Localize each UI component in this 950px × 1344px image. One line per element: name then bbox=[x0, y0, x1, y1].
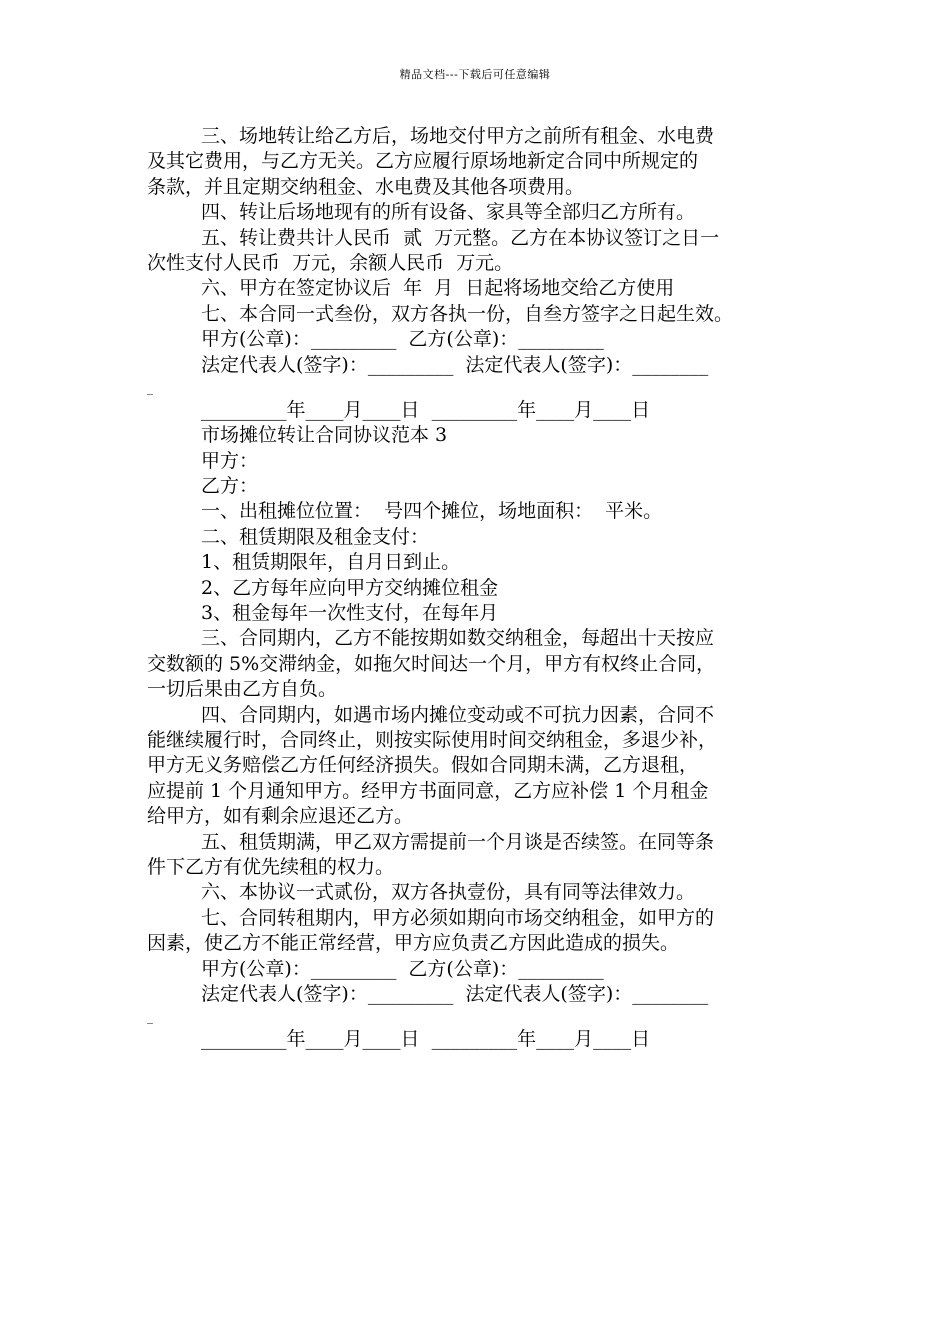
text-line: 一、出租摊位位置： 号四个摊位，场地面积： 平米。 bbox=[201, 500, 663, 523]
text-line: 应提前 1 个月通知甲方。经甲方书面同意，乙方应补偿 1 个月租金 bbox=[147, 779, 709, 802]
text-line: 1、租赁期限年，自月日到止。 bbox=[201, 551, 461, 574]
text-line: 法定代表人(签字)：_________ 法定代表人(签字)：________ bbox=[201, 353, 709, 376]
text-line: 2、乙方每年应向甲方交纳摊位租金 bbox=[201, 576, 499, 599]
text-line: 六、本协议一式贰份，双方各执壹份，具有同等法律效力。 bbox=[201, 881, 696, 904]
text-line: 五、转让费共计人民币 贰 万元整。乙方在本协议签订之日一 bbox=[201, 226, 720, 249]
text-line: 甲方： bbox=[201, 449, 259, 472]
text-line: 及其它费用，与乙方无关。乙方应履行原场地新定合同中所规定的 bbox=[147, 150, 699, 173]
text-line: _________年____月____日 _________年____月____日 bbox=[201, 1028, 651, 1051]
text-line: 能继续履行时，合同终止，则按实际使用时间交纳租金，多退少补， bbox=[147, 728, 718, 751]
text-line: 七、合同转租期内，甲方必须如期向市场交纳租金，如甲方的 bbox=[201, 906, 715, 929]
text-line: _ bbox=[147, 380, 153, 395]
text-line: 条款，并且定期交纳租金、水电费及其他各项费用。 bbox=[147, 175, 585, 198]
text-line: 七、本合同一式叁份，双方各执一份，自叁方签字之日起生效。 bbox=[201, 302, 734, 325]
text-line: 甲方(公章)：_________ 乙方(公章)：_________ bbox=[201, 957, 604, 980]
text-line: 交数额的 5%交滞纳金，如拖欠时间达一个月，甲方有权终止合同， bbox=[147, 652, 716, 675]
text-line: 五、租赁期满，甲乙双方需提前一个月谈是否续签。在同等条 bbox=[201, 830, 715, 853]
text-line: 甲方无义务赔偿乙方任何经济损失。假如合同期未满，乙方退租， bbox=[147, 754, 699, 777]
text-line: 一切后果由乙方自负。 bbox=[147, 678, 338, 701]
text-line: 因素，使乙方不能正常经营，甲方应负责乙方因此造成的损失。 bbox=[147, 932, 680, 955]
text-line: 二、租赁期限及租金支付： bbox=[201, 525, 430, 548]
text-line: 3、租金每年一次性支付，在每年月 bbox=[201, 602, 499, 625]
text-line: 四、合同期内，如遇市场内摊位变动或不可抗力因素，合同不 bbox=[201, 703, 715, 726]
text-line: 市场摊位转让合同协议范本 3 bbox=[201, 424, 448, 447]
text-line: 法定代表人(签字)：_________ 法定代表人(签字)：________ bbox=[201, 982, 709, 1005]
text-line: 乙方： bbox=[201, 475, 259, 498]
text-line: _________年____月____日 _________年____月____日 bbox=[201, 398, 651, 421]
text-line: 给甲方，如有剩余应退还乙方。 bbox=[147, 805, 414, 828]
text-line: 六、甲方在签定协议后 年 月 日起将场地交给乙方使用 bbox=[201, 277, 675, 300]
text-line: 三、场地转让给乙方后，场地交付甲方之前所有租金、水电费 bbox=[201, 125, 715, 147]
text-line: 甲方(公章)：_________ 乙方(公章)：_________ bbox=[201, 328, 604, 351]
text-line: _ bbox=[147, 1010, 153, 1025]
document-body bbox=[147, 124, 807, 1053]
text-line: 四、转让后场地现有的所有设备、家具等全部归乙方所有。 bbox=[201, 201, 696, 224]
text-line: 三、合同期内，乙方不能按期如数交纳租金，每超出十天按应 bbox=[201, 627, 715, 650]
text-line: 次性支付人民币 万元，余额人民币 万元。 bbox=[147, 251, 514, 274]
page-header: 精品文档---下载后可任意编辑 bbox=[399, 68, 551, 81]
text-line: 件下乙方有优先续租的权力。 bbox=[147, 855, 395, 878]
